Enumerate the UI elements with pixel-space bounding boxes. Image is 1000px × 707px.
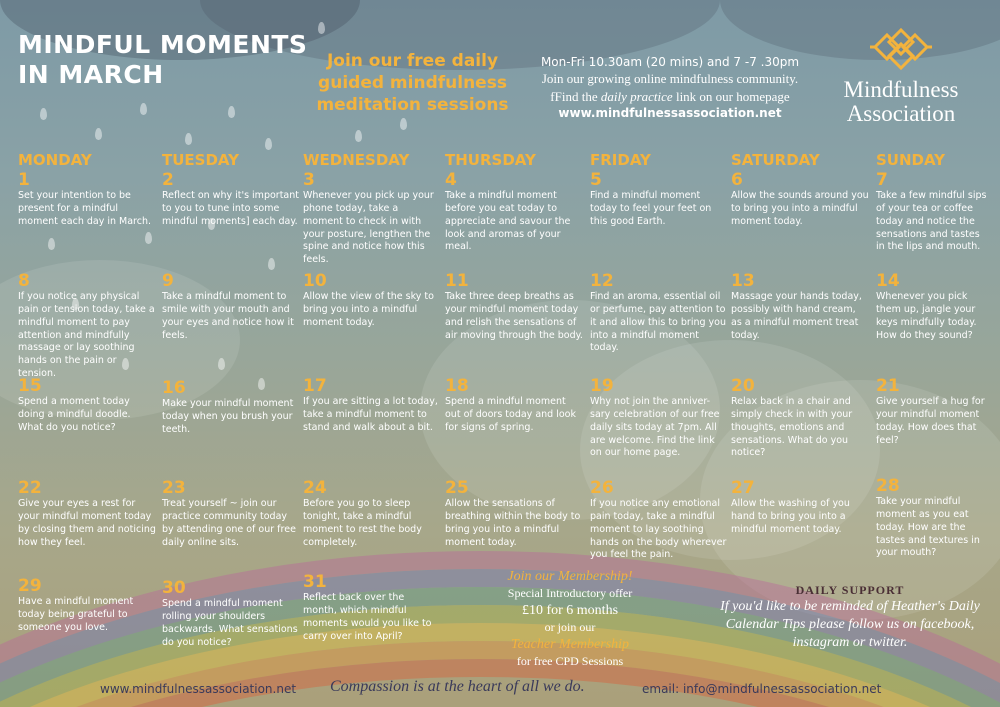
day-number: 20 [731, 376, 755, 396]
day-tip: If you notice any physical pain or tension today, take a mindful moment to pay attention and mindfully massage or lay soothing hands on the pain or tension. [18, 290, 155, 380]
daily-support-text: If you'd like to be reminded of Heather's Daily Calendar Tips please follow us on facebook, instagram or twitter. [720, 599, 980, 651]
calendar-day-22 [18, 480, 156, 549]
day-number: 27 [731, 478, 755, 498]
day-tip: Take your mindful moment as you eat today. How are the tastes and textures in your mouth? [876, 495, 980, 559]
calendar-day-27 [731, 480, 869, 537]
hint-text: link on our homepage [672, 88, 790, 104]
day-tip: Allow the sounds around you to bring you into a mindful moment today. [731, 189, 869, 227]
day-tip: Take three deep breaths as your mindful moment today and relish the sensations of air moving through the body. [445, 290, 583, 341]
day-number: 22 [18, 478, 42, 498]
day-tip: Whenever you pick them up, jangle your keys mindfully today. How do they sound? [876, 290, 977, 341]
footer-website-link[interactable]: www.mindfulnessassociation.net [100, 682, 297, 696]
day-tip: Treat yourself ~ join our practice community today by attending one of our free daily online sits. [162, 497, 296, 548]
logo-wordmark [820, 78, 982, 126]
calendar-day-7 [876, 172, 991, 254]
day-tip: Why not join the anniver-sary celebration of our free daily sits today at 7pm. All are welcome. Find the link on our home page. [590, 395, 720, 459]
day-number: 4 [445, 170, 457, 190]
footer-email-link[interactable]: email: info@mindfulnessassociation.net [642, 682, 882, 696]
calendar-day-12 [590, 273, 728, 355]
calendar-day-13 [731, 273, 869, 342]
teacher-membership-heading: Teacher Membership [510, 636, 630, 652]
calendar-day-1 [18, 172, 156, 229]
day-number: 1 [18, 170, 30, 190]
day-number: 24 [303, 478, 327, 498]
calendar-day-4 [445, 172, 583, 254]
day-number: 19 [590, 376, 614, 396]
calendar-day-18 [445, 378, 583, 435]
weekday-wednesday: WEDNESDAY [303, 151, 410, 169]
join-line: guided mindfulness [318, 73, 507, 94]
hint-emphasis: daily practice [600, 88, 673, 104]
hint-text: fFind the [550, 88, 601, 104]
calendar-day-26 [590, 480, 728, 562]
membership-heading: Join our Membership! [507, 569, 633, 584]
day-number: 18 [445, 376, 469, 396]
calendar-day-25 [445, 480, 583, 549]
community-text: Join our growing online mindfulness community. [541, 71, 799, 87]
day-number: 3 [303, 170, 315, 190]
session-info [520, 54, 820, 121]
calendar-day-9 [162, 273, 300, 342]
day-tip: Spend a mindful moment out of doors today and look for signs of spring. [445, 395, 576, 433]
calendar-day-20 [731, 378, 869, 460]
join-line: Join our free daily [326, 51, 499, 71]
day-tip: If you are sitting a lot today, take a mindful moment to stand and walk about a bit. [303, 395, 438, 433]
day-tip: Before you go to sleep tonight, take a mindful moment to rest the body completely. [303, 497, 422, 548]
day-tip: Relax back in a chair and simply check in with your thoughts, emotions and sensations. What do you notice? [731, 395, 853, 459]
website-link[interactable]: www.mindfulnessassociation.net [558, 106, 782, 121]
day-tip: Reflect back over the month, which mindful moments would you like to carry over into April? [303, 591, 432, 642]
calendar-day-2 [162, 172, 300, 229]
weekday-thursday: THURSDAY [445, 151, 536, 169]
day-tip: Spend a moment today doing a mindful doodle. What do you notice? [18, 395, 131, 433]
day-number: 12 [590, 271, 614, 291]
session-times: Mon-Fri 10.30am (20 mins) and 7 -7 .30pm [540, 55, 800, 69]
weekday-sunday: SUNDAY [876, 151, 946, 169]
calendar-day-17 [303, 378, 441, 435]
day-number: 30 [162, 578, 186, 598]
day-number: 31 [303, 572, 327, 592]
calendar-day-16 [162, 380, 300, 437]
day-number: 15 [18, 376, 42, 396]
day-tip: Spend a mindful moment rolling your shoulders backwards. What sensations do you notice? [162, 597, 298, 648]
day-tip: Allow the view of the sky to bring you into a mindful moment today. [303, 290, 434, 328]
calendar-day-23 [162, 480, 300, 549]
day-number: 17 [303, 376, 327, 396]
day-number: 9 [162, 271, 174, 291]
day-tip: Allow the sensations of breathing within the body to bring you into a mindful moment today. [445, 497, 581, 548]
day-number: 29 [18, 576, 42, 596]
footer-tagline: Compassion is at the heart of all we do. [330, 678, 585, 695]
day-tip: Whenever you pick up your phone today, take a moment to check in with your posture, lengthen the spine and notice how this feels. [303, 189, 434, 266]
day-number: 26 [590, 478, 614, 498]
calendar-day-15 [18, 378, 156, 435]
calendar-day-19 [590, 378, 728, 460]
homepage-hint [520, 88, 820, 106]
day-tip: Find an aroma, essential oil or perfume, pay attention to it and allow this to bring you into a mindful moment today. [590, 290, 726, 354]
join-line: meditation sessions [316, 95, 509, 116]
day-number: 10 [303, 271, 327, 291]
day-tip: Take a mindful moment before you eat today to appreciate and savour the look and aromas of your meal. [445, 189, 571, 253]
weekday-saturday: SATURDAY [731, 151, 820, 169]
day-tip: Find a mindful moment today to feel your feet on this good Earth. [590, 189, 712, 227]
join-sessions-heading [290, 50, 535, 116]
day-number: 2 [162, 170, 174, 190]
day-tip: Give your eyes a rest for your mindful moment today by closing them and noticing how they feel. [18, 497, 156, 548]
day-number: 14 [876, 271, 900, 291]
day-number: 8 [18, 271, 30, 291]
day-number: 6 [731, 170, 743, 190]
weekday-friday: FRIDAY [590, 151, 651, 169]
logo-line: Association [846, 101, 956, 127]
calendar-day-6 [731, 172, 869, 229]
calendar-day-29 [18, 578, 156, 635]
calendar-day-30 [162, 580, 300, 649]
calendar-day-21 [876, 378, 991, 447]
logo-line: Mindfulness [843, 77, 959, 102]
day-tip: Have a mindful moment today being grateful to someone you love. [18, 595, 134, 633]
calendar-day-24 [303, 480, 441, 549]
calendar-day-10 [303, 273, 441, 330]
day-tip: Take a few mindful sips of your tea or coffee today and notice the sensations and tastes in the lips and mouth. [876, 189, 987, 253]
title-line: MINDFUL MOMENTS [18, 30, 308, 59]
day-number: 28 [876, 476, 900, 496]
day-number: 7 [876, 170, 888, 190]
daily-support-heading: DAILY SUPPORT [795, 583, 905, 597]
day-tip: Set your intention to be present for a mindful moment each day in March. [18, 189, 152, 227]
endless-knot-icon [868, 26, 934, 72]
page-title [18, 30, 318, 90]
calendar-day-14 [876, 273, 991, 342]
calendar-day-3 [303, 172, 441, 267]
calendar-day-8 [18, 273, 156, 381]
day-tip: Reflect on why it's important to you to tune into some mindful moments] each day. [162, 189, 299, 227]
membership-text: Special Introductory offer [507, 586, 633, 601]
day-number: 23 [162, 478, 186, 498]
day-number: 16 [162, 378, 186, 398]
title-line: IN MARCH [18, 60, 164, 89]
day-number: 25 [445, 478, 469, 498]
day-number: 13 [731, 271, 755, 291]
weekday-monday: MONDAY [18, 151, 92, 169]
day-number: 11 [445, 271, 469, 291]
calendar-day-31 [303, 574, 441, 643]
day-tip: Give yourself a hug for your mindful moment today. How does that feel? [876, 395, 985, 446]
day-number: 21 [876, 376, 900, 396]
calendar-day-11 [445, 273, 583, 342]
membership-offer [470, 568, 670, 669]
day-tip: Take a mindful moment to smile with your mouth and your eyes and notice how it feels. [162, 290, 294, 341]
daily-support [720, 583, 980, 653]
calendar-day-5 [590, 172, 728, 229]
day-tip: Massage your hands today, possibly with hand cream, as a mindful moment treat today. [731, 290, 862, 341]
day-tip: Allow the washing of you hand to bring you into a mindful moment today. [731, 497, 850, 535]
membership-text: or join our [544, 619, 596, 634]
calendar-day-28 [876, 478, 991, 560]
day-number: 5 [590, 170, 602, 190]
membership-text: for free CPD Sessions [516, 653, 624, 668]
membership-price: £10 for 6 months [521, 602, 619, 618]
weekday-tuesday: TUESDAY [162, 151, 239, 169]
day-tip: If you notice any emotional pain today, take a mindful moment to lay soothing hands on the body wherever you feel the pain. [590, 497, 727, 561]
day-tip: Make your mindful moment today when you brush your teeth. [162, 397, 294, 435]
